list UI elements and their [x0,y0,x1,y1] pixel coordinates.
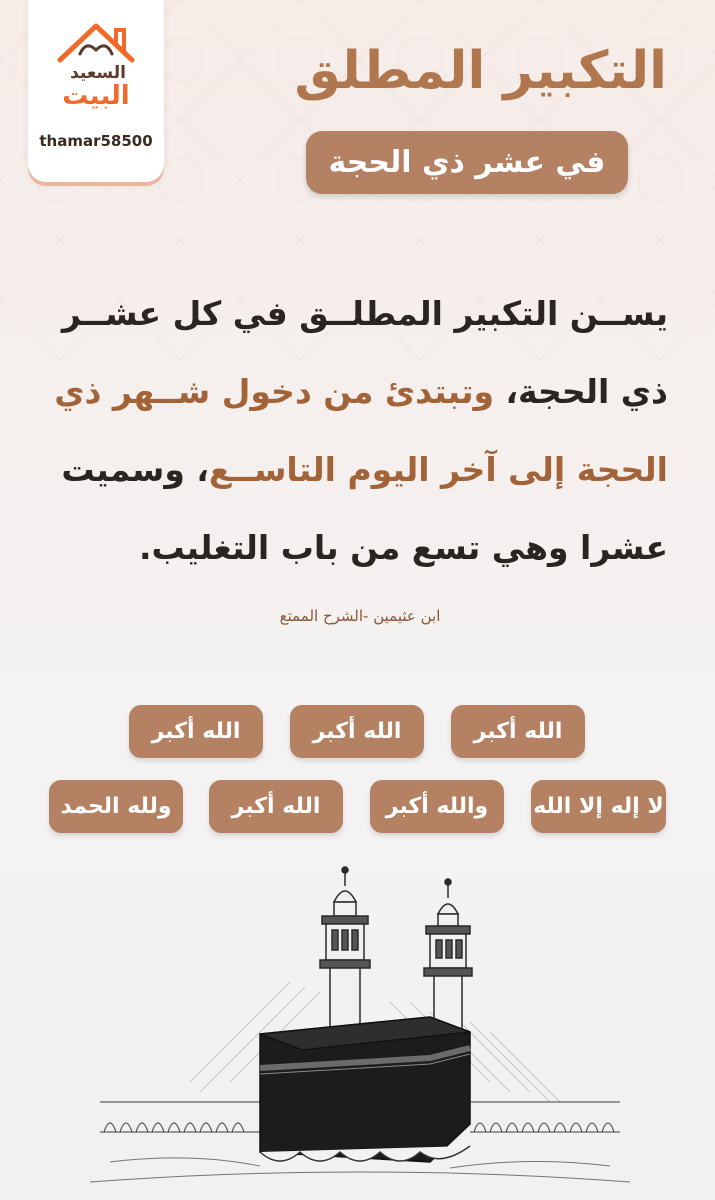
takbeer-pill-5: الله أكبر [209,780,343,833]
colonnade-left [100,1102,260,1132]
kaaba [260,1017,470,1162]
page-title: التكبير المطلق [294,41,667,101]
takbeer-pill-1: الله أكبر [451,705,585,758]
kaaba-illustration [90,862,630,1200]
logo-text-bottom: البيت [62,81,130,111]
minaret-left [320,867,370,1028]
subtitle-label: في عشر ذي الحجة [328,145,606,180]
hadith-citation: ابن عثيمين -الشرح الممتع [279,607,441,625]
subtitle-badge [306,131,628,194]
brand-logo-card [28,0,164,182]
hadith-highlight: وتبتدئ من دخول شــهر ذي الحجة إلى آخر اليوم التاســع [54,372,668,489]
takbeer-pill-2: الله أكبر [290,705,424,758]
hadith-part-1: يســن التكبير المطلــق في كل عشــر ذي الحجة، [61,294,668,411]
minaret-right [424,879,472,1030]
hadith-paragraph [50,275,668,587]
logo-text-top: السعيد [70,63,126,83]
hadith-part-3: ، وسميت عشرا وهي تسع من باب التغليب. [61,450,668,567]
takbeer-pill-4: والله أكبر [370,780,504,833]
brand-username: thamar58500 [39,132,153,150]
house-logo-icon [50,14,142,112]
tahleel-pill: لا إله إلا الله [531,780,666,833]
takbeer-pill-3: الله أكبر [129,705,263,758]
colonnade-right [470,1102,620,1132]
tahmeed-pill: ولله الحمد [49,780,183,833]
